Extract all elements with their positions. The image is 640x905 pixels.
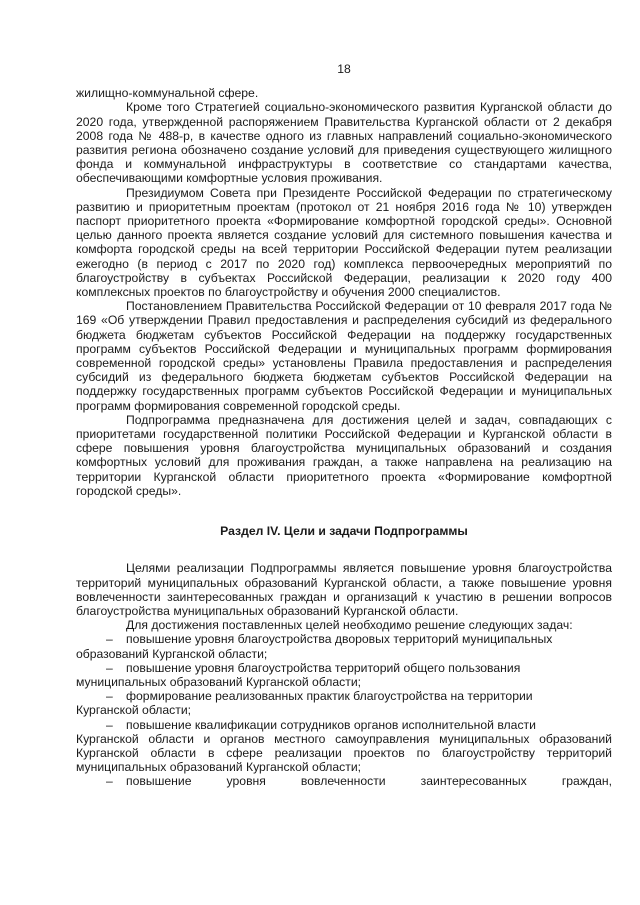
paragraph-tasks-intro: Для достижения поставленных целей необходимо решение следующих задач: [126, 618, 573, 633]
list-item-text: повышение квалификации сотрудников органов исполнительной власти [126, 717, 536, 732]
list-dash: – [106, 632, 113, 647]
paragraph-presidium: Президиумом Совета при Президенте Российской Федерации по стратегическому развитию и приоритетным проектам (протокол от 21 ноября 2016 года № 10) утвержден паспорт приоритетного проекта «Формирование комфортной городской среды». Основной целью данного проекта является создание условий для системного повышения качества и комфорта городской среды на всей территории Российской Федерации путем реализации ежегодно (в период с 2017 по 2020 год) комплекса первоочередных мероприятий по благоустройству в субъектах Российской Федерации, реализации к 2020 году 400 комплексных проектов по благоустройству и обучения 2000 специалистов. [76, 185, 612, 300]
list-item [76, 774, 612, 788]
list-item-text: повышение уровня благоустройства территорий общего пользования [126, 660, 521, 675]
list-dash: – [106, 660, 113, 675]
list-item [76, 689, 612, 703]
list-item [76, 661, 612, 675]
page-number: 18 [337, 62, 351, 76]
paragraph-subprogram-purpose: Подпрограмма предназначена для достижения целей и задач, совпадающих с приоритетами государственной политики Российской Федерации и Курганской области в сфере повышения уровня благоустройства муниципальных образований и создания комфортных условий для проживания граждан, а также направлена на реализацию на территории Курганской области приоритетного проекта «Формирование комфортной городской среды». [76, 412, 612, 498]
list-item-continuation: муниципальных образований Курганской области; [76, 674, 362, 689]
list-item [76, 632, 612, 646]
list-dash: – [106, 774, 113, 789]
list-item [76, 718, 612, 732]
paragraph-government-decree: Постановлением Правительства Российской Федерации от 10 февраля 2017 года № 169 «Об утверждении Правил предоставления и распределения субсидий из федерального бюджета бюджетам субъектов Российской Федерации на поддержку государственных программ субъектов Российской Федерации и муниципальных программ формирования современной городской среды» установлены Правила предоставления и распределения субсидий из федерального бюджета бюджетам субъектов Российской Федерации на поддержку государственных программ субъектов Российской Федерации и муниципальных программ формирования современной городской среды. [76, 299, 612, 413]
list-item-text: формирование реализованных практик благоустройства на территории [126, 689, 533, 704]
list-dash: – [106, 689, 113, 704]
list-item-continuation: Курганской области и органов местного самоуправления муниципальных образований Курганской области в сфере реализации проектов по благоустройству территорий муниципальных образований Курганской области; [76, 731, 612, 775]
paragraph-continuation: жилищно-коммунальной сфере. [76, 86, 259, 101]
list-item-text: повышение уровня благоустройства дворовых территорий муниципальных [126, 632, 553, 647]
list-item-text: повышение уровня вовлеченности заинтересованных граждан, [126, 774, 612, 789]
section-heading: Раздел IV. Цели и задачи Подпрограммы [220, 524, 468, 539]
list-item-continuation: Курганской области; [76, 703, 192, 718]
task-list [76, 632, 612, 788]
list-dash: – [106, 717, 113, 732]
paragraph-goals: Целями реализации Подпрограммы является повышение уровня благоустройства территорий муниципальных образований Курганской области, а также повышение уровня вовлеченности заинтересованных граждан и организаций к участию в решении вопросов благоустройства муниципальных образований Курганской области. [76, 561, 612, 618]
paragraph-strategy: Кроме того Стратегией социально-экономического развития Курганской области до 2020 года, утвержденной распоряжением Правительства Курганской области от 2 декабря 2008 года № 488-р, в качестве одного из главных направлений социально-экономического развития региона обозначено создание условий для приведения существующего жилищного фонда и коммунальной инфраструктуры в соответствие со стандартами качества, обеспечивающими комфортные условия проживания. [76, 100, 612, 186]
list-item-continuation: образований Курганской области; [76, 646, 268, 661]
